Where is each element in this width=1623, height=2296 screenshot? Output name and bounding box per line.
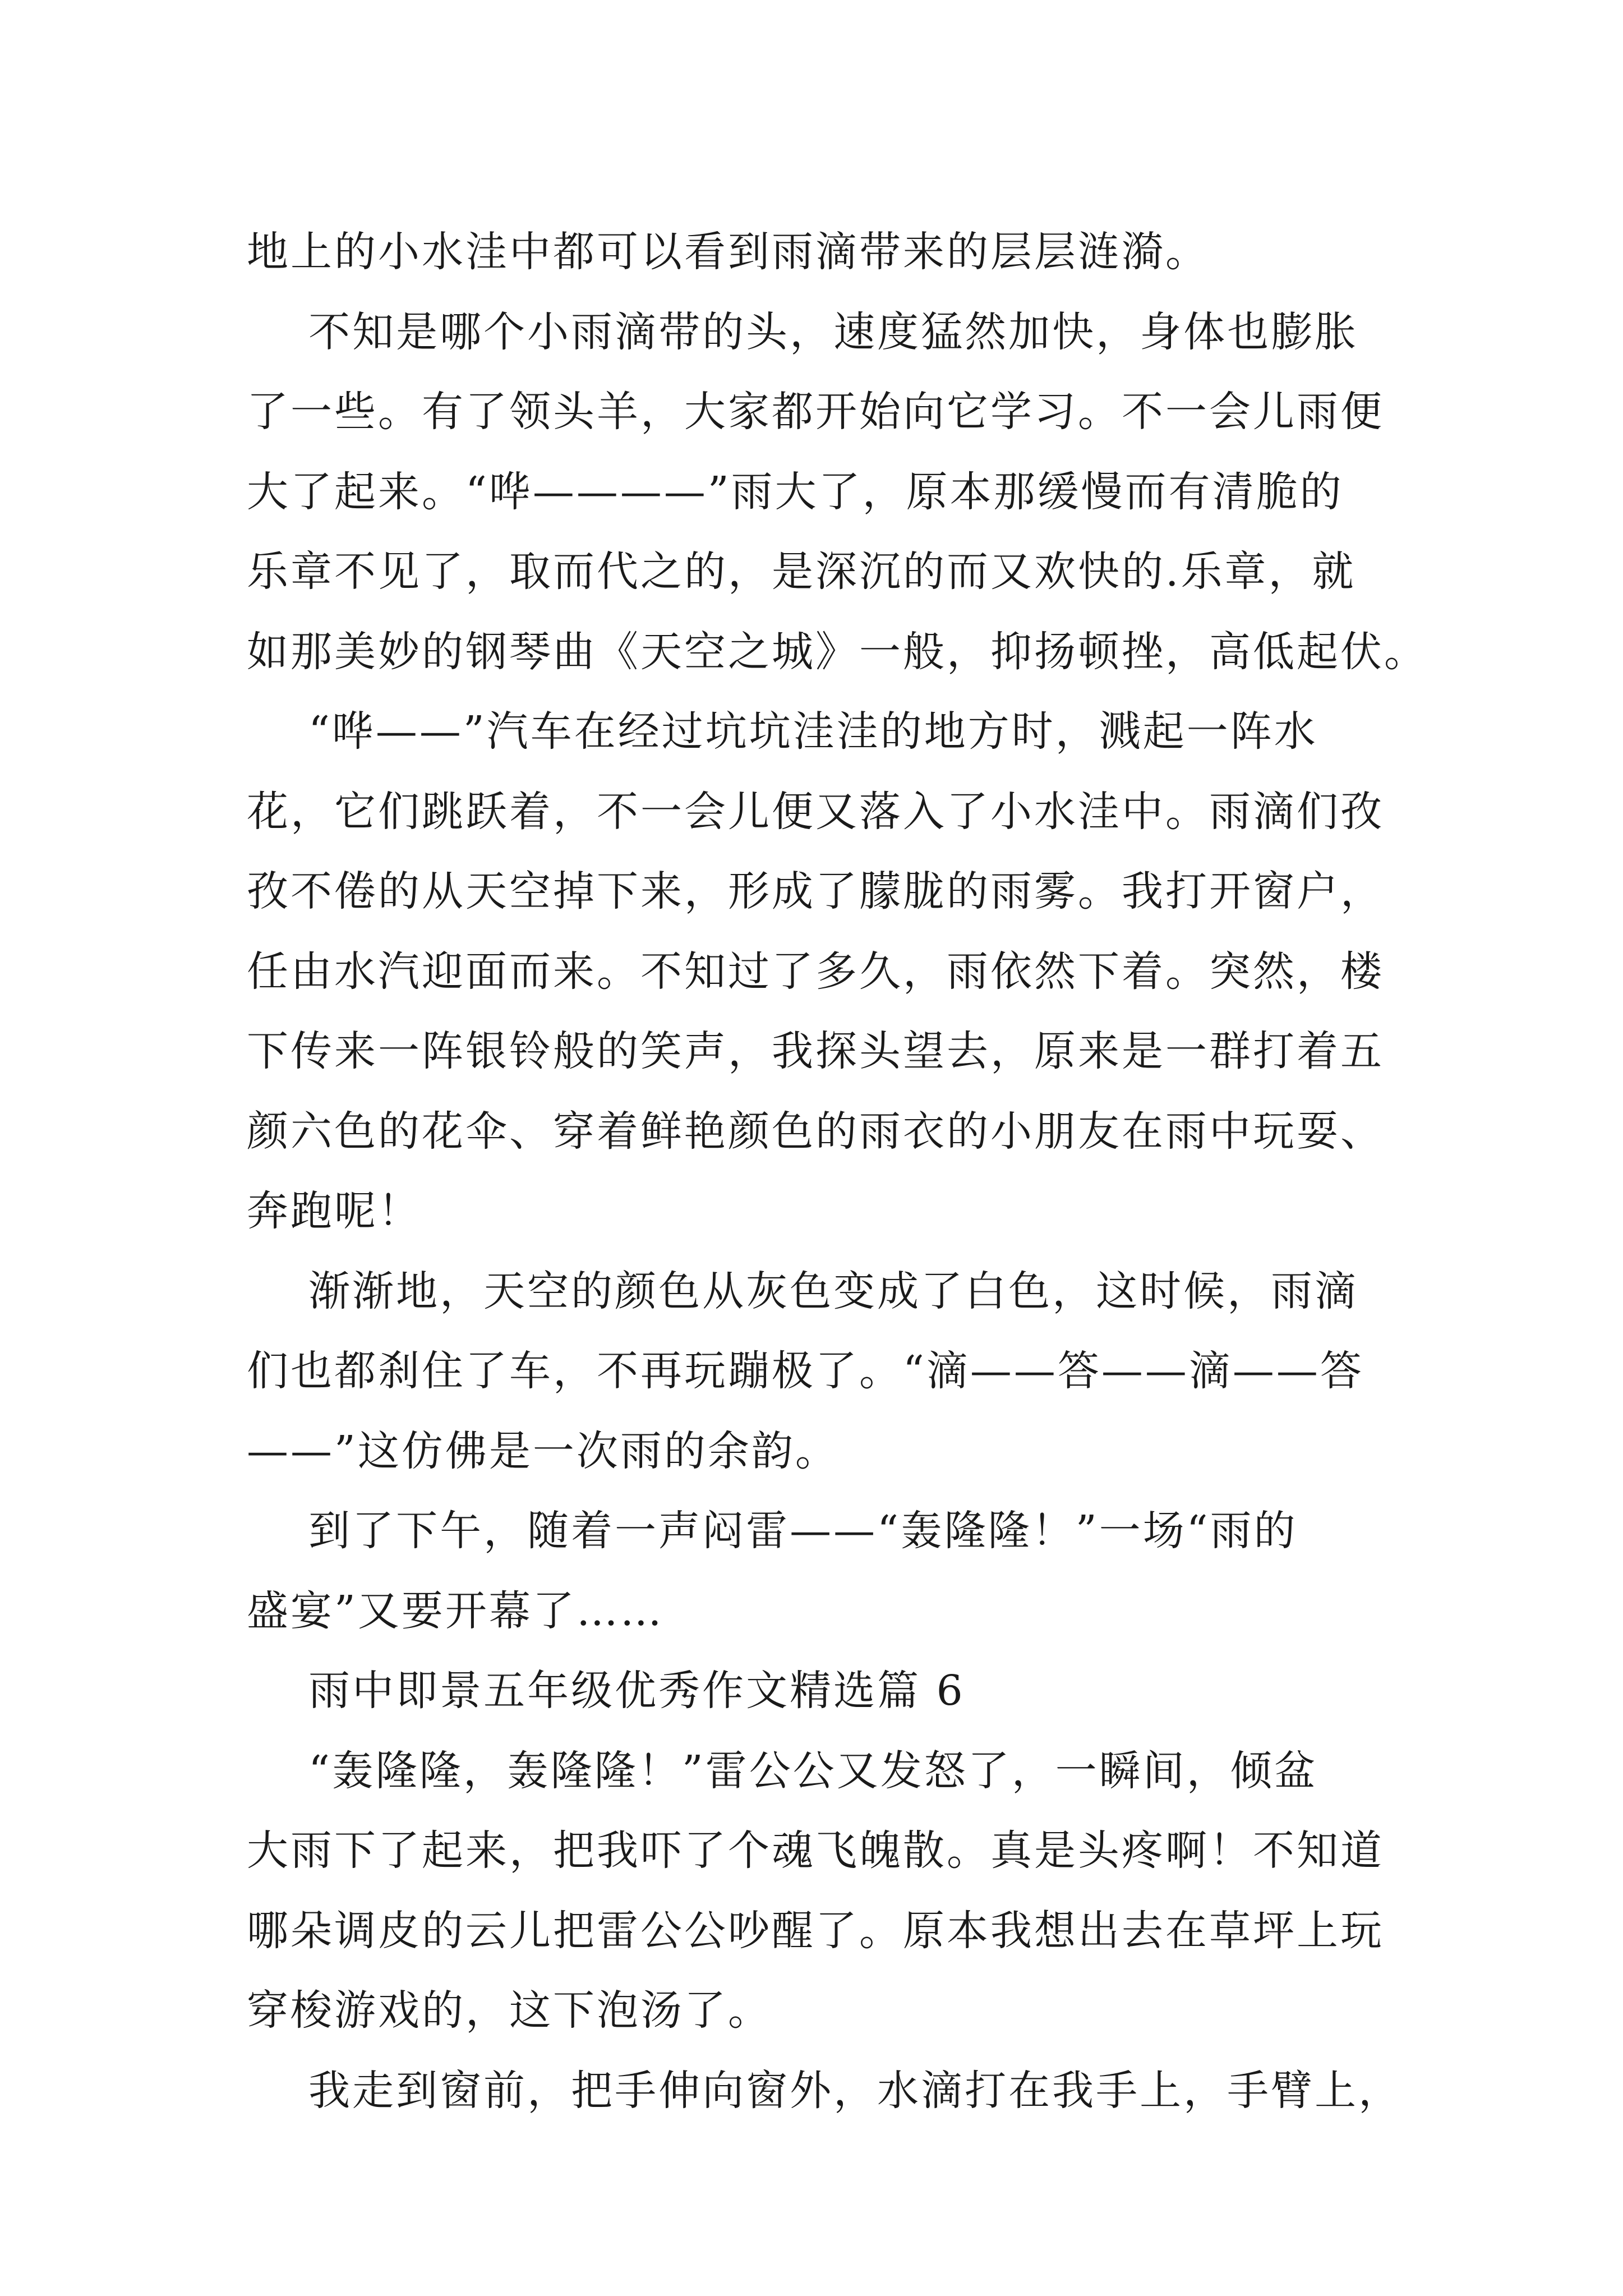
text-line: 任由水汽迎面而来。不知过了多久，雨依然下着。突然，楼 — [247, 947, 1384, 996]
text-line: 花，它们跳跃着，不一会儿便又落入了小水洼中。雨滴们孜 — [247, 787, 1384, 836]
text-line: 如那美妙的钢琴曲《天空之城》一般，抑扬顿挫，高低起伏。 — [247, 627, 1428, 676]
text-line: “轰隆隆，轰隆隆！”雷公公又发怒了，一瞬间，倾盆 — [247, 1746, 1318, 1795]
text-line: 奔跑呢！ — [247, 1187, 422, 1235]
text-line: 渐渐地，天空的颜色从灰色变成了白色，这时候，雨滴 — [247, 1267, 1359, 1315]
text-line: 哪朵调皮的云儿把雷公公吵醒了。原本我想出去在草坪上玩 — [247, 1906, 1384, 1955]
essay-text — [247, 212, 1428, 2131]
text-line: “哗——”汽车在经过坑坑洼洼的地方时，溅起一阵水 — [247, 707, 1318, 756]
text-line: 盛宴”又要开幕了…… — [247, 1586, 664, 1635]
text-line: 颜六色的花伞、穿着鲜艳颜色的雨衣的小朋友在雨中玩耍、 — [247, 1107, 1384, 1156]
section-heading: 雨中即景五年级优秀作文精选篇 6 — [247, 1667, 965, 1715]
text-line: 们也都刹住了车，不再玩蹦极了。“滴——答——滴——答 — [247, 1347, 1364, 1395]
text-line: 大了起来。“哗————”雨大了，原本那缓慢而有清脆的 — [247, 467, 1344, 516]
text-line: 下传来一阵银铃般的笑声，我探头望去，原来是一群打着五 — [247, 1027, 1384, 1075]
text-line: 穿梭游戏的，这下泡汤了。 — [247, 1986, 772, 2035]
text-line: 乐章不见了，取而代之的，是深沉的而又欢快的.乐章，就 — [247, 547, 1356, 596]
text-line: 我走到窗前，把手伸向窗外，水滴打在我手上，手臂上， — [247, 2066, 1403, 2115]
text-line: 地上的小水洼中都可以看到雨滴带来的层层涟漪。 — [247, 228, 1209, 276]
text-line: 了一些。有了领头羊，大家都开始向它学习。不一会儿雨便 — [247, 388, 1384, 436]
text-line: 孜不倦的从天空掉下来，形成了朦胧的雨雾。我打开窗户， — [247, 867, 1384, 915]
text-line: ——”这仿佛是一次雨的余韵。 — [247, 1427, 839, 1475]
text-line: 大雨下了起来，把我吓了个魂飞魄散。真是头疼啊！不知道 — [247, 1826, 1384, 1875]
text-line: 到了下午，随着一声闷雷——“轰隆隆！”一场“雨的 — [247, 1507, 1298, 1555]
text-line: 不知是哪个小雨滴带的头，速度猛然加快，身体也膨胀 — [247, 307, 1359, 356]
